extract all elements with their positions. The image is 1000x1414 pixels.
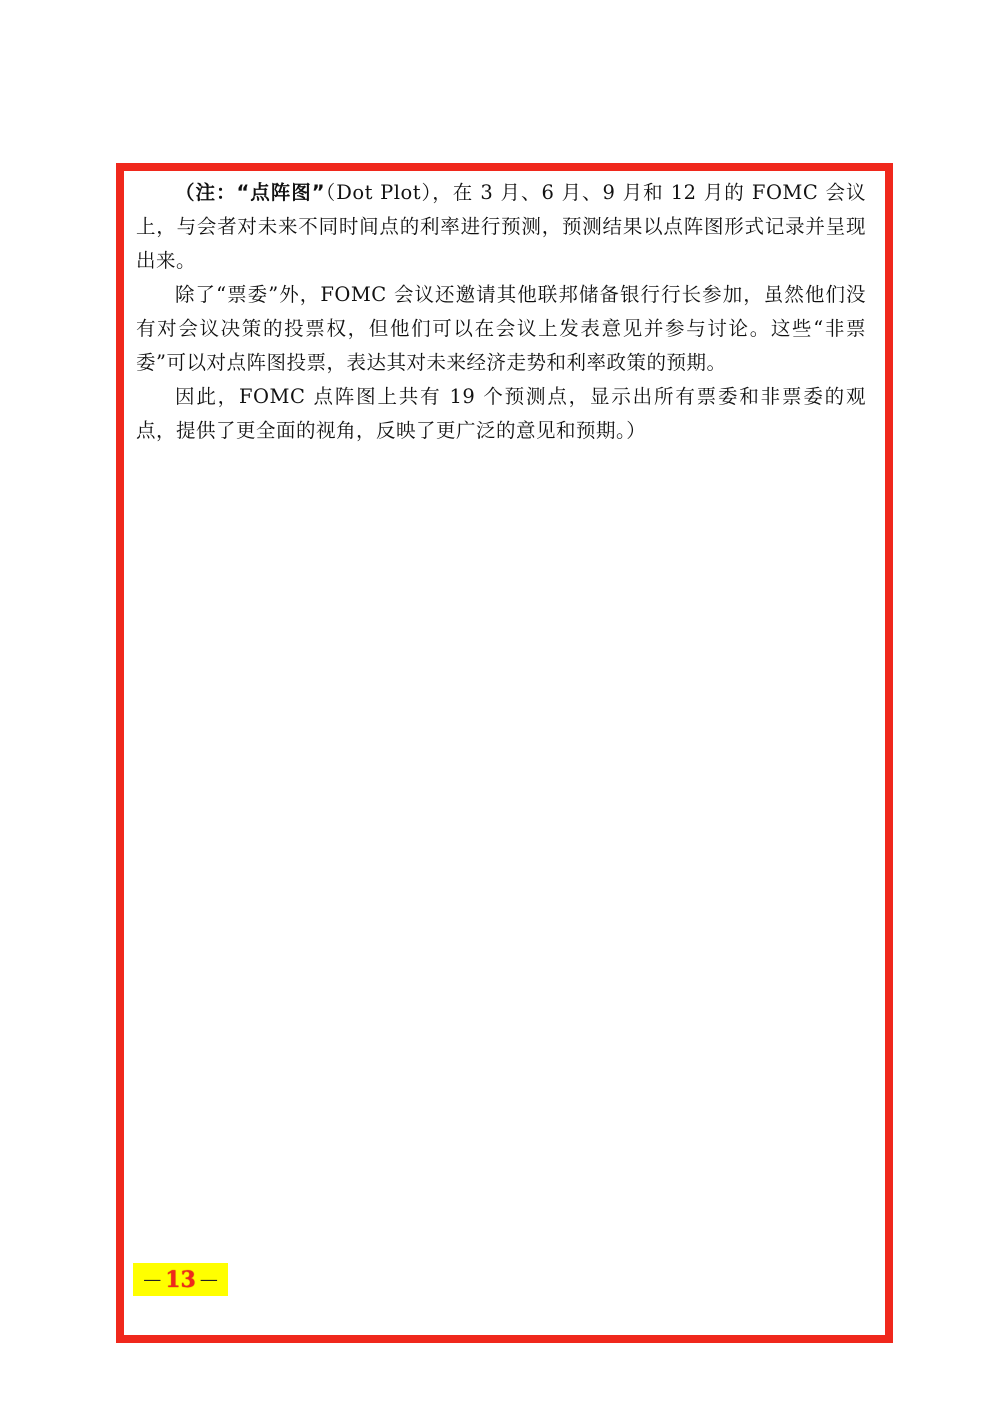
page-number-dash-right: —	[199, 1269, 218, 1290]
note-paragraph-1	[136, 176, 866, 278]
page-number: 13	[165, 1266, 196, 1293]
document-body	[136, 176, 866, 448]
note-lead: （注：“点阵图”	[175, 181, 326, 204]
note-paragraph-1-text: （Dot Plot），在 3 月、6 月、9 月和 12 月的 FOMC 会议上，与会者对未来不同时间点的利率进行预测，预测结果以点阵图形式记录并呈现出来。	[136, 181, 866, 272]
page-number-badge	[133, 1263, 228, 1296]
note-paragraph-2: 除了“票委”外，FOMC 会议还邀请其他联邦储备银行行长参加，虽然他们没有对会议决策的投票权，但他们可以在会议上发表意见并参与讨论。这些“非票委”可以对点阵图投票，表达其对未来经济走势和利率政策的预期。	[136, 283, 866, 374]
page-number-dash-left: —	[143, 1269, 162, 1290]
note-paragraph-3: 因此，FOMC 点阵图上共有 19 个预测点，显示出所有票委和非票委的观点，提供了更全面的视角，反映了更广泛的意见和预期。）	[136, 385, 866, 442]
